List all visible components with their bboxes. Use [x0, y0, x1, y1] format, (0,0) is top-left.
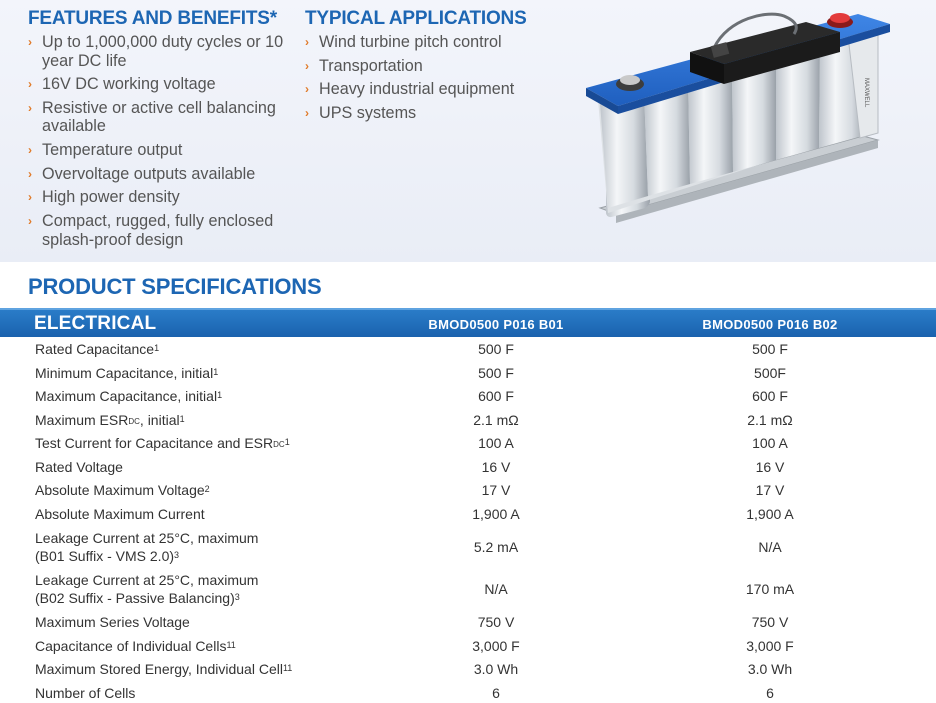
row-label: Maximum Capacitance, initial$^1$	[35, 388, 223, 404]
table-row	[0, 503, 936, 527]
value-b02: N/A	[758, 539, 782, 555]
applications-heading: TYPICAL APPLICATIONS	[305, 8, 527, 29]
list-item: › Up to 1,000,000 duty cycles or 10 year DC life	[28, 33, 284, 70]
value-b01: 2.1 mΩ	[473, 411, 519, 428]
list-item: › Temperature output	[28, 141, 183, 160]
chevron-right-icon: ›	[28, 190, 32, 205]
value-b02: 100 A	[752, 435, 788, 451]
applications-list	[305, 33, 565, 123]
row-label: Leakage Current at 25°C, maximum (B01 Suffix - VMS 2.0)$^3$	[35, 530, 259, 564]
module-label-text: MAXWELL	[863, 78, 869, 108]
value-b02: 1,900 A	[746, 506, 794, 522]
value-b01: 100 A	[478, 435, 514, 451]
table-row	[0, 338, 936, 362]
row-label: Maximum Series Voltage	[35, 614, 190, 630]
row-label: Rated Capacitance$^1$	[35, 341, 160, 357]
top-panel	[0, 0, 936, 262]
value-b02: 500 F	[752, 341, 788, 357]
value-b01: 1,900 A	[472, 506, 520, 522]
chevron-right-icon: ›	[28, 143, 32, 158]
table-row	[0, 569, 936, 611]
row-label: Test Current for Capacitance and $ESR_{DC}^1$	[35, 435, 290, 451]
value-b01: 16 V	[481, 458, 511, 475]
table-row	[0, 456, 936, 480]
list-item: › Resistive or active cell balancing available	[28, 98, 276, 136]
features-heading: FEATURES AND BENEFITS*	[28, 8, 277, 29]
spec-table-header	[0, 308, 936, 337]
row-label: Maximum $ESR_{DC}$, initial$^1$	[35, 411, 185, 428]
table-row	[0, 527, 936, 569]
list-item: › High power density	[28, 188, 180, 207]
value-b02: 3,000 F	[746, 637, 794, 654]
chevron-right-icon: ›	[28, 166, 32, 181]
spec-table	[0, 338, 936, 703]
list-item: › 16V DC working voltage	[28, 75, 216, 94]
applications-column	[305, 7, 565, 128]
chevron-right-icon: ›	[305, 82, 309, 97]
table-row	[0, 635, 936, 659]
list-item: › Heavy industrial equipment	[305, 80, 515, 99]
chevron-right-icon: ›	[28, 77, 32, 92]
value-b02: 3.0 Wh	[747, 661, 793, 677]
row-label: Maximum Stored Energy, Individual Cell$^{11}$	[35, 661, 293, 677]
value-b02: 750 V	[751, 614, 789, 630]
row-label: Leakage Current at 25°C, maximum (B02 Suffix - Passive Balancing)$^3$	[35, 572, 259, 606]
list-item: › Compact, rugged, fully enclosed splash-proof design	[28, 212, 274, 249]
value-b01: 600 F	[478, 388, 514, 404]
chevron-right-icon: ›	[305, 58, 309, 73]
chevron-right-icon: ›	[28, 100, 32, 115]
table-row	[0, 432, 936, 456]
table-row	[0, 682, 936, 703]
chevron-right-icon: ›	[305, 106, 309, 121]
product-specifications-heading: PRODUCT SPECIFICATIONS	[28, 274, 322, 299]
value-b01: 750 V	[477, 614, 515, 630]
value-b02: 16 V	[755, 458, 785, 475]
table-row	[0, 479, 936, 503]
value-b01: 3,000 F	[472, 637, 520, 654]
row-label: Minimum Capacitance, initial$^1$	[35, 364, 219, 381]
features-column	[28, 7, 303, 254]
value-b01: 6	[492, 684, 500, 701]
value-b02: 600 F	[752, 388, 788, 404]
value-b01: 3.0 Wh	[473, 661, 519, 677]
row-label: Number of Cells	[35, 684, 136, 701]
value-b02: 500F	[754, 364, 786, 381]
list-item: › UPS systems	[305, 104, 417, 123]
table-row	[0, 409, 936, 433]
table-row	[0, 611, 936, 635]
column-header-b01: BMOD0500 P016 B01	[428, 317, 564, 332]
chevron-right-icon: ›	[305, 35, 309, 49]
row-label: Absolute Maximum Current	[35, 506, 205, 522]
value-b01: 5.2 mA	[473, 539, 519, 555]
row-label: Rated Voltage	[35, 458, 123, 475]
list-item: › Overvoltage outputs available	[28, 164, 256, 183]
row-label: Absolute Maximum Voltage$^2$	[35, 482, 210, 498]
column-header-b02: BMOD0500 P016 B02	[702, 317, 838, 332]
table-row	[0, 658, 936, 682]
value-b02: 6	[766, 684, 774, 701]
ultracapacitor-module-photo	[578, 8, 898, 248]
value-b01: N/A	[484, 581, 508, 597]
chevron-right-icon: ›	[28, 214, 32, 229]
value-b02: 2.1 mΩ	[747, 411, 793, 428]
value-b01: 500 F	[478, 364, 514, 381]
list-item: › Wind turbine pitch control	[305, 33, 502, 51]
value-b02: 170 mA	[745, 581, 795, 597]
table-row	[0, 385, 936, 409]
table-row	[0, 362, 936, 386]
value-b02: 17 V	[755, 482, 785, 498]
electrical-section-title: ELECTRICAL	[34, 313, 157, 334]
chevron-right-icon: ›	[28, 35, 32, 49]
features-list	[28, 33, 303, 249]
list-item: › Transportation	[305, 56, 423, 75]
value-b01: 17 V	[481, 482, 511, 498]
row-label: Capacitance of Individual Cells$^{11}$	[35, 637, 236, 654]
value-b01: 500 F	[478, 341, 514, 357]
